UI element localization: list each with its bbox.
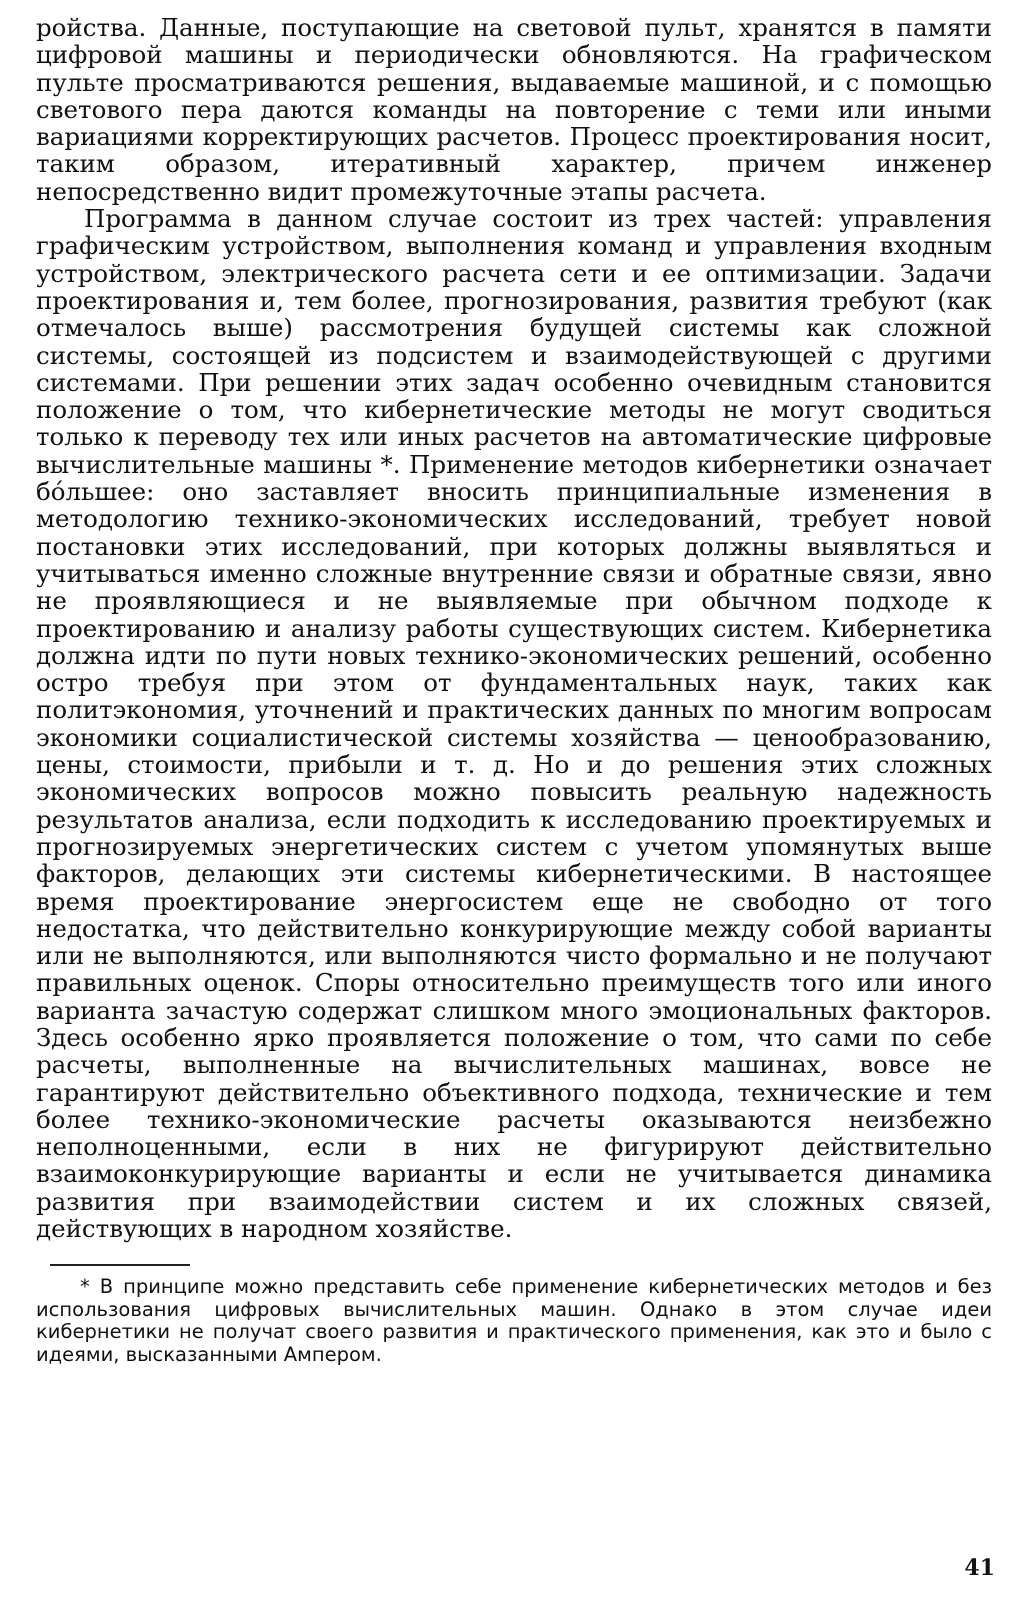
footnote: * В принципе можно представить себе применение кибернетических методов и без использования цифровых вычислительных машин. Однако в этом случае идеи кибернетики не получат своего развития и практического применения, как это и было с идеями, высказанными Ампером. bbox=[36, 1275, 992, 1366]
footnote-divider bbox=[50, 1264, 190, 1266]
page-body bbox=[36, 14, 992, 1366]
page-number: 41 bbox=[964, 1555, 995, 1581]
paragraph-program: Программа в данном случае состоит из трех частей: управления графическим устройством, выполнения команд и управления входным устройством, электрического расчета сети и ее оптимизации. Задачи проектирования и, тем более, прогнозирования, развития требуют (как отмечалось выше) рассмотрения будущей системы как сложной системы, состоящей из подсистем и взаимодействующей с другими системами. При решении этих задач особенно очевидным становится положение о том, что кибернетические методы не могут сводиться только к переводу тех или иных расчетов на автоматические цифровые вычислительные машины *. Применение методов кибернетики означает бо́льшее: оно заставляет вносить принципиальные изменения в методологию технико-экономических исследований, требует новой постановки этих исследований, при которых должны выявляться и учитываться именно сложные внутренние связи и обратные связи, явно не проявляющиеся и не выявляемые при обычном подходе к проектированию и анализу работы существующих систем. Кибернетика должна идти по пути новых технико-экономических решений, особенно остро требуя при этом от фундаментальных наук, таких как политэкономия, уточнений и практических данных по многим вопросам экономики социалистической системы хозяйства — ценообразованию, цены, стоимости, прибыли и т. д. Но и до решения этих сложных экономических вопросов можно повысить реальную надежность результатов анализа, если подходить к исследованию проектируемых и прогнозируемых энергетических систем с учетом упомянутых выше факторов, делающих эти системы кибернетическими. В настоящее время проектирование энергосистем еще не свободно от того недостатка, что действительно конкурирующие между собой варианты или не выполняются, или выполняются чисто формально и не получают правильных оценок. Споры относительно преимуществ того или иного варианта зачастую содержат слишком много эмоциональных факторов. Здесь особенно ярко проявляется положение о том, что сами по себе расчеты, выполненные на вычислительных машинах, вовсе не гарантируют действительно объективного подхода, технические и тем более технико-экономические расчеты оказываются неизбежно неполноценными, если в них не фигурируют действительно взаимоконкурирующие варианты и если не учитывается динамика развития при взаимодействии систем и их сложных связей, действующих в народном хозяйстве. bbox=[36, 204, 992, 1244]
paragraph-continued: ройства. Данные, поступающие на световой пульт, хранятся в памяти цифровой машины и периодически обновляются. На графическом пульте просматриваются решения, выдаваемые машиной, и с помощью светового пера даются команды на повторение с теми или иными вариациями корректирующих расчетов. Процесс проектирования носит, таким образом, итеративный характер, причем инженер непосредственно видит промежуточные этапы расчета. bbox=[36, 13, 992, 206]
